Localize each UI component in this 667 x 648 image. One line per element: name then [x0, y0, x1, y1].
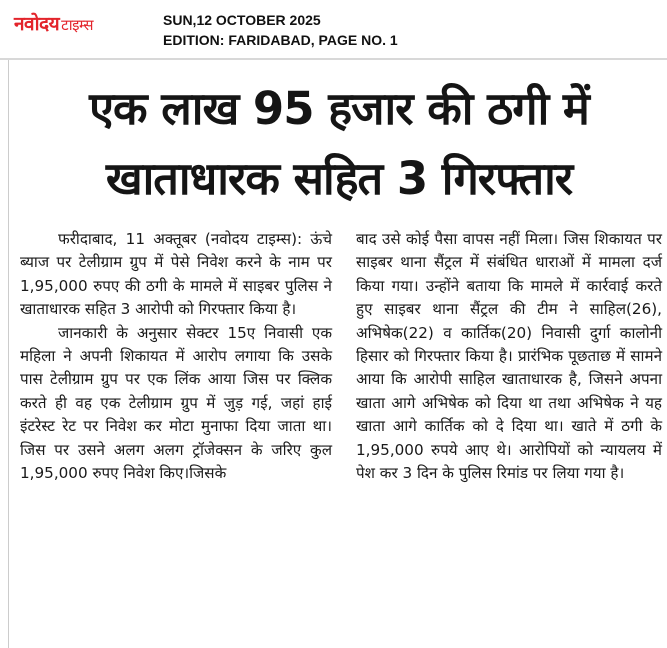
edition-info: EDITION: FARIDABAD, PAGE NO. 1: [163, 32, 398, 48]
header-divider: [0, 58, 667, 60]
article-column-1: [20, 228, 332, 485]
clipping-edge: [8, 60, 9, 648]
headline-line-2: खाताधारक सहित 3 गिरफ्तार: [105, 152, 573, 205]
logo-main: नवोदय: [14, 13, 60, 35]
article-column-2: [356, 228, 662, 485]
newspaper-logo: [14, 10, 93, 36]
logo-sub: टाइम्स: [61, 16, 93, 34]
dateline: [163, 10, 398, 50]
headline: [14, 74, 664, 214]
masthead: [0, 0, 667, 56]
article-paragraph-1: फरीदाबाद, 11 अक्तूबर (नवोदय टाइम्स): ऊंचे ब्याज पर टेलीग्राम ग्रुप में पेसे निवेश करने के नाम पर 1,95,000 रुपए की ठगी के मामले में साइबर पुलिस ने खाताधारक सहित 3 आरोपी को गिरफ्तार किया है।: [20, 230, 332, 319]
article-paragraph-3: बाद उसे कोई पैसा वापस नहीं मिला। जिस शिकायत पर साइबर थाना सैंट्रल में संबंधित धाराओं में मामला दर्ज किया गया। उन्होंने बताया कि मामले में कार्रवाई करते हुए साइबर थाना सैंट्रल की टीम ने साहिल(26), अभिषेक(22) व कार्तिक(20) निवासी दुर्गा कालोनी हिसार को गिरफ्तार किया है। प्रारंभिक पूछताछ में सामने आया कि आरोपी साहिल खाताधारक है, जिसने अपना खाता आगे अभिषेक को दिया था तथा अभिषेक ने यह खाता आगे कार्तिक को दे दिया था। खाते में ठगी के 1,95,000 रुपये आए थे। आरोपियों को न्यायलय में पेश कर 3 दिन के पुलिस रिमांड पर लिया गया है।: [356, 230, 662, 483]
article-paragraph-2: जानकारी के अनुसार सेक्टर 15ए निवासी एक महिला ने अपनी शिकायत में आरोप लगाया कि उसके पास टेलीग्राम ग्रुप पर एक लिंक आया जिस पर क्लिक करते ही वह एक टेलीग्राम ग्रुप में जुड़ गई, जहां हाई इंटरेस्ट रेट पर निवेश कर मोटा मुनाफा दिया जाता था। जिस पर उसने अलग अलग ट्रॉजेक्सन के जरिए कुल 1,95,000 रुपए निवेश किए।जिसके: [20, 323, 332, 483]
issue-date: SUN,12 OCTOBER 2025: [163, 12, 321, 28]
headline-line-1: एक लाख 95 हजार की ठगी में: [89, 82, 589, 135]
